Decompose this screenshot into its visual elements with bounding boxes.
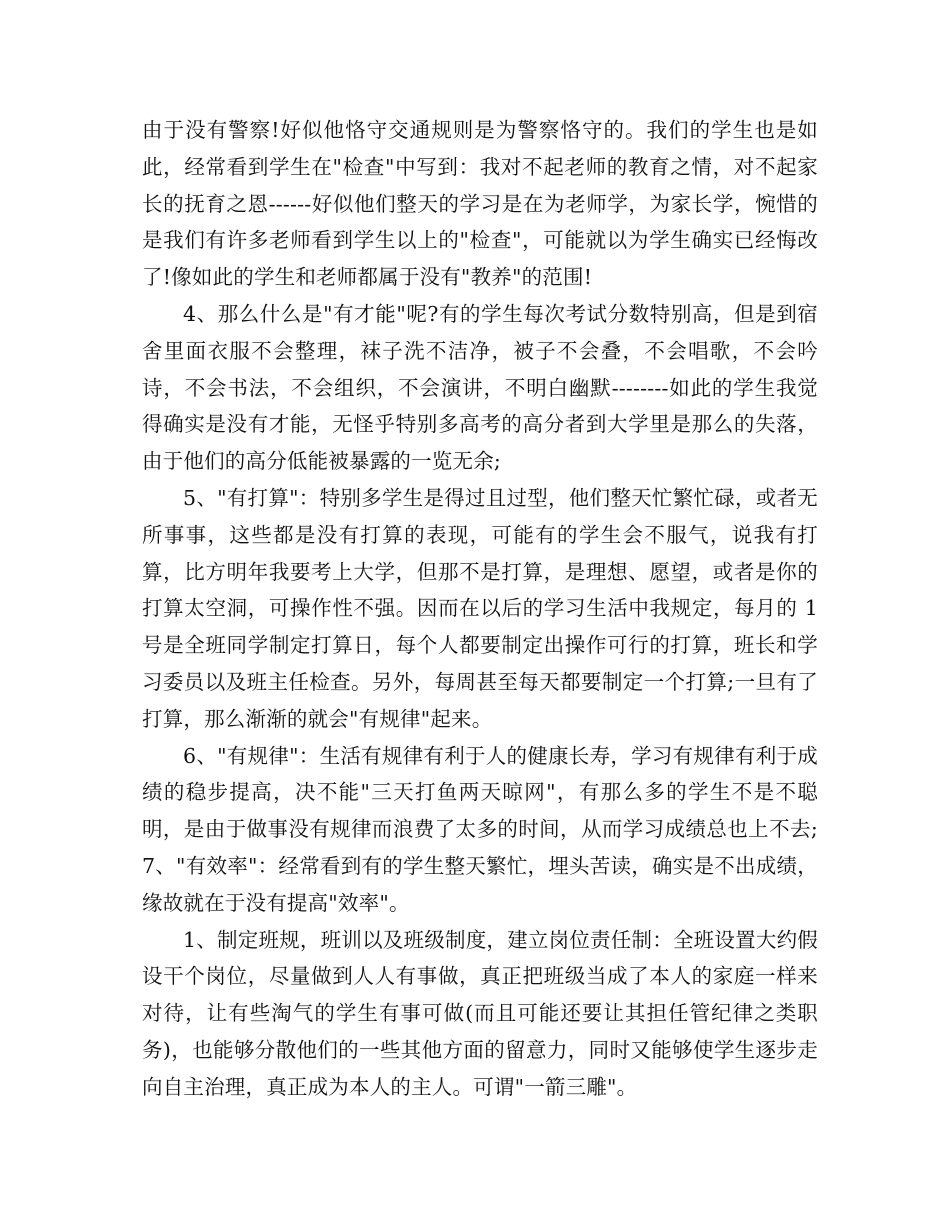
paragraph-item-1-class-rules: 1、制定班规，班训以及班级制度，建立岗位责任制：全班设置大约假设干个岗位，尽量做到人人有事做，真正把班级当成了本人的家庭一样来对待，让有些淘气的学生有事可做(而且可能还要让其担任管纪律之类职务)，也能够分散他们的一些其他方面的留意力，同时又能够使学生逐步走向自主治理，真正成为本人的主人。可谓"一箭三雕"。 [142,927,818,1099]
paragraph-item-4-ability: 4、那么什么是"有才能"呢?有的学生每次考试分数特别高，但是到宿舍里面衣服不会整理，袜子洗不洁净，被子不会叠，不会唱歌，不会吟诗，不会书法，不会组织，不会演讲，不明白幽默--------如此的学生我觉得确实是没有才能，无怪乎特别多高考的高分者到大学里是那么的失落，由于他们的高分低能被暴露的一览无余; [142,301,818,474]
paragraph-item-5-plan: 5、"有打算"：特别多学生是得过且过型，他们整天忙繁忙碌，或者无所事事，这些都是没有打算的表现，可能有的学生会不服气，说我有打算，比方明年我要考上大学，但那不是打算，是理想、愿望，或者是你的打算太空洞，可操作性不强。因而在以后的学习生活中我规定，每月的 1 号是全班同学制定打算日，每个人都要制定出操作可行的打算，班长和学习委员以及班主任检查。另外，每周甚至每天都要制定一个打算;一旦有了打算，那么渐渐的就会"有规律"起来。 [142,485,818,731]
paragraph-intro-continuation: 由于没有警察!好似他恪守交通规则是为警察恪守的。我们的学生也是如此，经常看到学生在"检查"中写到：我对不起老师的教育之情，对不起家长的抚育之恩------好似他们整天的学习是在为老师学，为家长学，惋惜的是我们有许多老师看到学生以上的"检查"，可能就以为学生确实已经悔改了!像如此的学生和老师都属于没有"教养"的范围! [142,118,818,290]
document-body [142,112,818,1106]
paragraph-item-6-regularity: 6、"有规律"：生活有规律有利于人的健康长寿，学习有规律有利于成绩的稳步提高，决不能"三天打鱼两天晾网"，有那么多的学生不是不聪明，是由于做事没有规律而浪费了太多的时间，从而学习成绩总也上不去;7、"有效率"：经常看到有的学生整天繁忙，埋头苦读，确实是不出成绩，缘故就在于没有提高"效率"。 [142,743,818,915]
